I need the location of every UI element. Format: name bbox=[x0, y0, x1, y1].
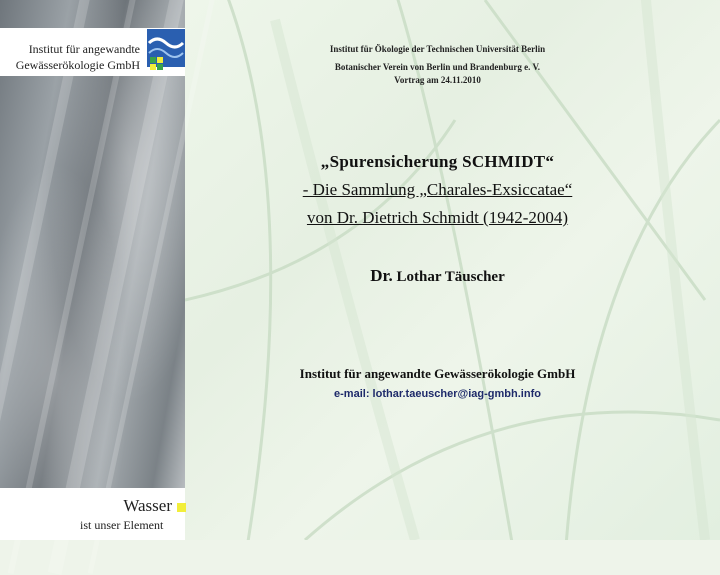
contact-institute: Institut für angewandte Gewässerökologie GmbH bbox=[299, 366, 576, 381]
slogan-box bbox=[0, 488, 185, 540]
header-date: Vortrag am 24.11.2010 bbox=[394, 75, 481, 85]
logo-line-2: Gewässerökologie GmbH bbox=[15, 58, 140, 72]
yellow-square-icon bbox=[177, 503, 186, 512]
company-logo bbox=[0, 28, 185, 76]
header-university: Institut für Ökologie der Technischen Universität Berlin bbox=[329, 44, 546, 54]
wave-logo-icon bbox=[147, 29, 185, 73]
author-title: Dr. bbox=[370, 266, 393, 285]
water-photo-panel bbox=[0, 0, 185, 540]
slogan-subtitle: ist unser Element bbox=[80, 518, 164, 532]
author-full-name: Lothar Täuscher bbox=[396, 269, 505, 285]
author-name bbox=[185, 266, 690, 286]
talk-title: „Spurensicherung SCHMIDT“ bbox=[320, 152, 555, 171]
logo-line-1: Institut für angewandte bbox=[28, 42, 140, 56]
header-association: Botanischer Verein von Berlin und Brandenburg e. V. bbox=[334, 62, 541, 72]
talk-subtitle-line-1: - Die Sammlung „Charales-Exsiccatae“ bbox=[302, 180, 573, 199]
contact-email: e-mail: lothar.taeuscher@iag-gmbh.info bbox=[334, 388, 541, 400]
slogan-title: Wasser bbox=[123, 496, 172, 515]
talk-subtitle-line-2: von Dr. Dietrich Schmidt (1942-2004) bbox=[306, 208, 569, 227]
